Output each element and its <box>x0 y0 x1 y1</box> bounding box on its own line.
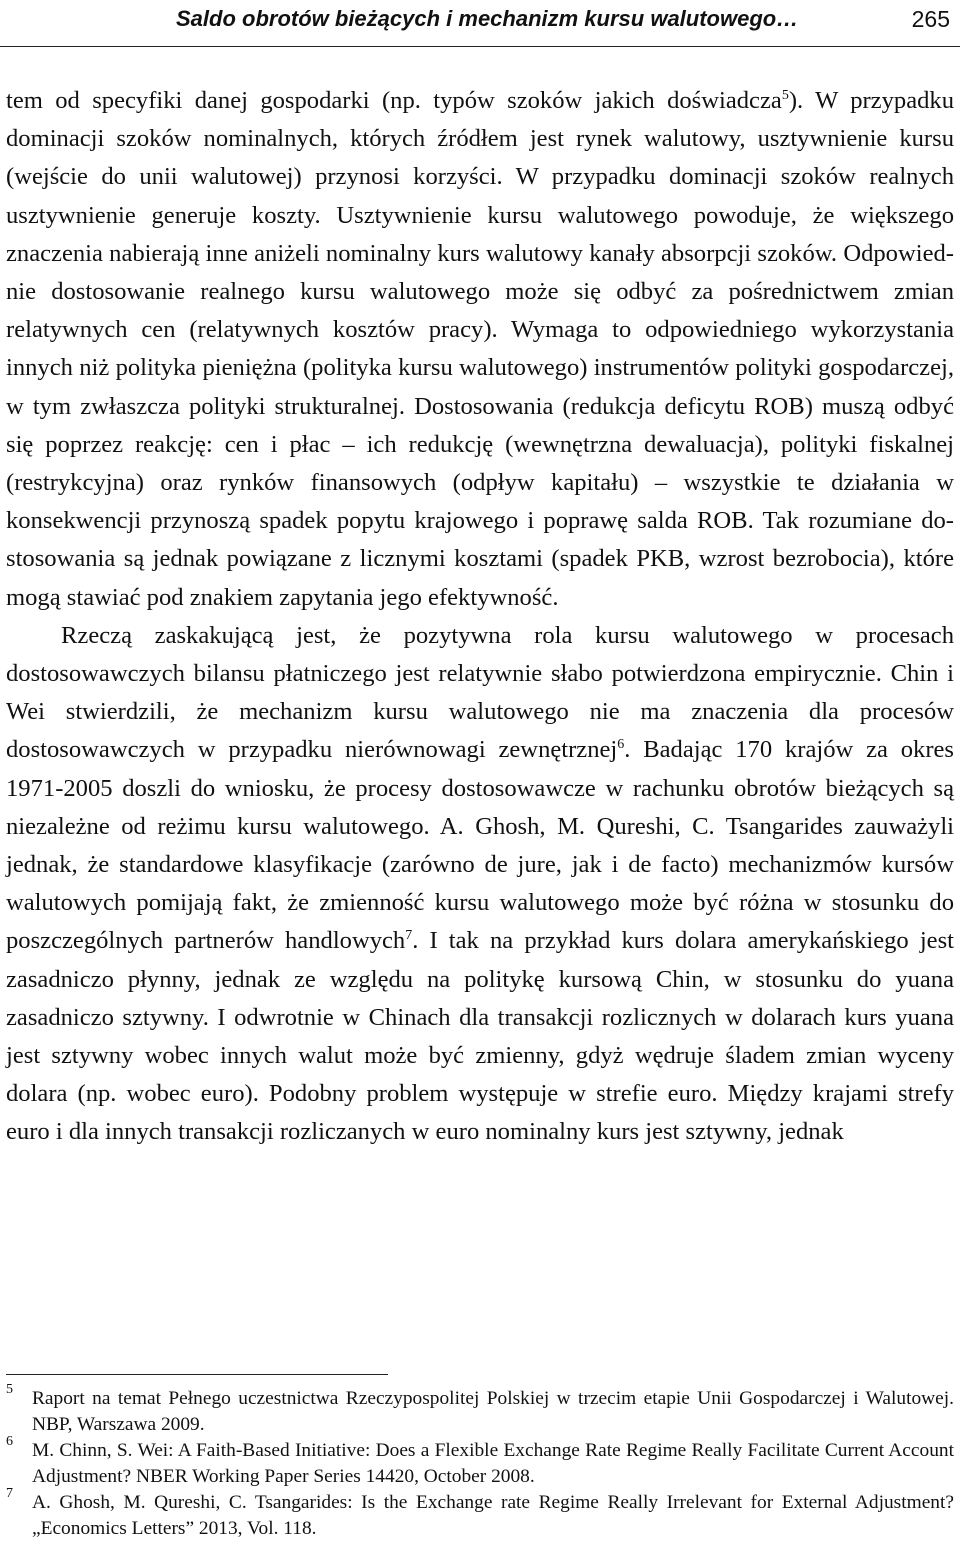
footnote-5 <box>6 1382 954 1438</box>
footnote-number: 6 <box>6 1434 13 1449</box>
footnote-text: A. Ghosh, M. Qureshi, C. Tsangarides: Is the Exchange rate Regime Really Irrelevant for External Adjustment? „Economics Letters” 2013, Vol. 118. <box>32 1492 954 1539</box>
main-text <box>6 82 954 1152</box>
footnote-separator <box>6 1374 388 1375</box>
paragraph-1-text-b: ). W przypadku dominacji szoków nominalnych, których źródłem jest rynek walutowy, usztywnienie kursu (wejście do unii walutowej) przynosi korzyści. W przypadku dominacji szoków realnych usztywnienie generuje koszty. Usztywnienie kursu walutowego powoduje, że większego znaczenia nabierają inne aniżeli nominalny kurs walutowy kanały absorpcji szoków. Odpowiednie dostosowanie realnego kursu walutowego może się odbyć za pośrednictwem zmian relatywnych cen (relatywnych kosztów pracy). Wymaga to odpowiedniego wykorzystania innych niż polityka pieniężna (polityka kursu walutowego) instrumentów polityki gospodarczej, w tym zwłaszcza polityki strukturalnej. Dostosowania (redukcja deficytu ROB) muszą odbyć się poprzez reakcję: cen i płac ‒ ich redukcję (wewnętrzna dewaluacja), polityki fiskalnej (restrykcyjna) oraz rynków finansowych (odpływ kapitału) ‒ wszystkie te działania w konsekwencji przynoszą spadek popytu krajowego i poprawę salda ROB. Tak rozumiane dostosowania są jednak powiązane z licznymi kosztami (spadek PKB, wzrost bezrobocia), które mogą stawiać pod znakiem zapytania jego efektywność. <box>6 87 955 611</box>
footnote-text: Raport na temat Pełnego uczestnictwa Rzeczypospolitej Polskiej w trzecim etapie Unii Gospodarczej i Walutowej. NBP, Warszawa 2009. <box>32 1388 954 1435</box>
paragraph-2-text-c: . I tak na przykład kurs dolara amerykańskiego jest zasadniczo płynny, jednak ze względu na politykę kursową Chin, w stosunku do yuana zasadniczo sztywny. I odwrotnie w Chinach dla transakcji rozlicznych w dolarach kurs yuana jest sztywny wobec innych walut może być zmienny, gdyż wędruje śladem zmian wyceny dolara (np. wobec euro). Podobny problem występuje w strefie euro. Między krajami strefy euro i dla innych transakcji rozliczanych w euro nominalny kurs jest sztywny, jednak <box>6 927 954 1146</box>
paragraph-2 <box>6 617 954 1152</box>
footnote-ref-5: 5 <box>781 88 789 103</box>
page-header <box>0 0 960 47</box>
paragraph-2-text-a: Rzeczą zaskakującą jest, że pozytywna rola kursu walutowego w procesach dostosowawczych bilansu płatniczego jest relatywnie słabo potwierdzona empirycznie. Chin i Wei stwierdzili, że mechanizm kursu walutowego nie ma znaczenia dla procesów dostosowawczych w przypadku nierównowagi zewnętrznej <box>6 621 954 764</box>
paragraph-1 <box>6 82 954 617</box>
footnote-7 <box>6 1486 954 1542</box>
footnote-ref-7: 7 <box>405 928 413 944</box>
paragraph-1-text-a: tem od specyfiki danej gospodarki (np. typów szoków jakich doświadcza <box>6 87 782 114</box>
running-title: Saldo obrotów bieżących i mechanizm kursu walutowego… <box>176 6 799 31</box>
footnote-number: 7 <box>6 1486 13 1501</box>
footnotes <box>6 1382 954 1542</box>
footnote-ref-6: 6 <box>617 737 625 753</box>
page-number: 265 <box>911 6 950 32</box>
paragraph-2-text-b: . Badając 170 krajów za okres 1971-2005 doszli do wniosku, że procesy dostosowawcze w rachunku obrotów bieżących są niezależne od reżimu kursu walutowego. A. Ghosh, M. Qureshi, C. Tsangarides zauważyli jednak, że standardowe klasyfikacje (zarówno de jure, jak i de facto) mechanizmów kursów walutowych pomijają fakt, że zmienność kursu walutowego może być różna w stosunku do poszczególnych partnerów handlowych <box>6 736 954 955</box>
footnote-text: M. Chinn, S. Wei: A Faith-Based Initiative: Does a Flexible Exchange Rate Regime Really Facilitate Current Account Adjustment? NBER Working Paper Series 14420, October 2008. <box>32 1440 954 1487</box>
footnote-6 <box>6 1434 954 1490</box>
footnote-number: 5 <box>6 1382 13 1397</box>
